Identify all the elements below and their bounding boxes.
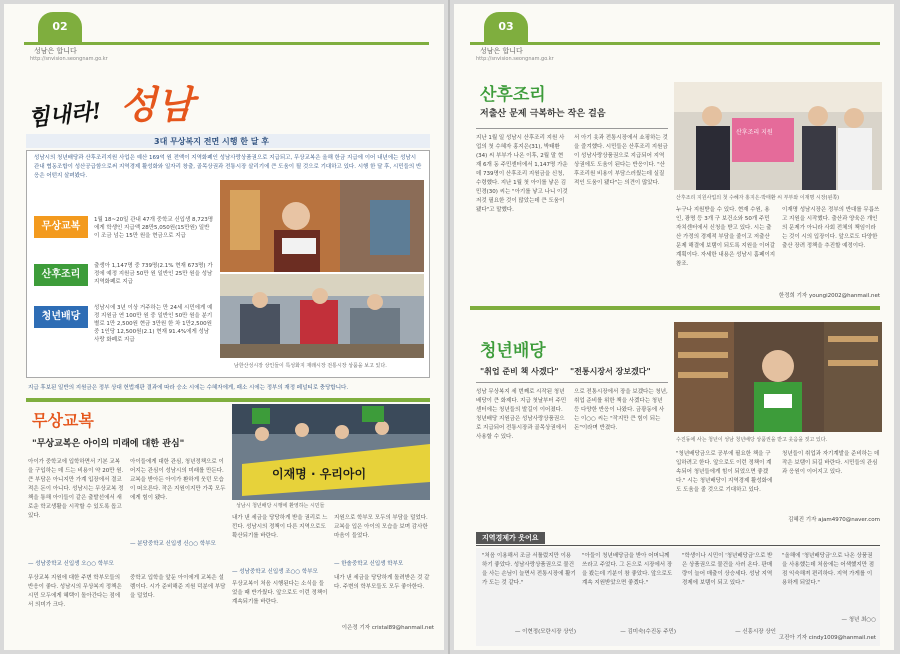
article2-heading: 청년배당 bbox=[480, 341, 546, 361]
article2-subheading-b: "전통시장서 장보겠다" bbox=[570, 367, 651, 376]
header-rule bbox=[24, 42, 429, 45]
vendor-photo-art bbox=[220, 180, 424, 272]
article2-rule bbox=[476, 382, 668, 383]
tab-subtitle: 성남은 합니다 bbox=[480, 47, 523, 55]
article-subheading: "무상교복은 아이의 미래에 대한 관심" bbox=[32, 439, 185, 449]
article1-heading: 산후조리 bbox=[480, 85, 546, 105]
sidebar-item-2: "아들이 청년배당금을 받아 어머니께 쓰라고 주었다. 그 돈으로 시장에서 장을 봤는데 기분이 참 좋았다. 앞으로도 계속 지원받았으면 좋겠다." bbox=[582, 553, 673, 586]
sidebar-item-3: "학생이나 시민이 '청년배당금'으로 받은 상품권으로 물건을 사러 온다. 판매량이 늘어 매출이 상승세다. 성남 지역 경제에 보탬이 되고 있다." bbox=[682, 553, 773, 586]
article1-subheading: 저출산 문제 극복하는 작은 걸음 bbox=[480, 109, 606, 119]
article1-photo-art bbox=[674, 82, 882, 190]
article2-col3: "청년배당금으로 공부에 필요한 책을 구입하려고 한다. 앞으로도 이런 정책이 계속되어 청년들에게 힘이 되었으면 좋겠다." 시는 청년배당이 지역경제 활성화에도 도움을 줄 것으로 기대하고 있다. bbox=[676, 451, 773, 493]
article-col2b: 중학교 입학을 앞둔 아이에게 교복은 설렘이다. 시가 준비해준 지원 덕분에 부담을 덜었다. bbox=[130, 575, 226, 599]
market-photo-art bbox=[220, 274, 424, 358]
vendor-photo bbox=[220, 180, 424, 272]
tab-url: http://snvision.seongnam.go.kr bbox=[476, 56, 554, 62]
article-col2-sig: — 분당중학교 신입생 신○○ 학부모 bbox=[130, 541, 216, 547]
benefit-desc-postpartum: 출생아 1,147명 중 739명(2.1% 현재 673명) 가정에 예정 지원금 50만 원 일반인 25만 원을 성남지역화폐로 지급 bbox=[94, 263, 213, 285]
article1-col4: 이재명 성남시장은 정부의 반대를 무릅쓰고 지원을 시작했다. 출산과 양육은 개인의 문제가 아니라 사회 전체의 책임이라는 것이 시의 입장이다. 앞으로도 다양한 출산 장려 정책을 추진할 예정이다. bbox=[782, 207, 880, 249]
article2-col4: 청년들이 취업과 자기계발을 준비하는 데 작은 보탬이 되길 바란다. 시민들의 관심과 응원이 이어지고 있다. bbox=[782, 451, 880, 475]
article2-top-bar bbox=[470, 306, 880, 310]
sidebar-title: 지역경제가 웃어요 bbox=[476, 532, 545, 544]
market-photo bbox=[220, 274, 424, 358]
article-top-bar bbox=[26, 398, 430, 402]
photo-caption: 남한산성시장 상인들이 특성화지 재래시장 전통시장 상품을 보고 있다. bbox=[234, 363, 387, 369]
article-col3-sig: — 성남중학교 신입생 조○○ 학부모 bbox=[232, 569, 318, 575]
article2-subheading-a: "취업 준비 책 사겠다" bbox=[480, 367, 559, 376]
title-graphic-b: 성남 bbox=[120, 82, 194, 127]
article-col3: 내가 낸 세금을 당당하게 받을 권리로 느낀다. 성남시의 정책이 다른 지역으로도 확산되기를 바란다. bbox=[232, 515, 328, 539]
protest-photo-art bbox=[232, 404, 430, 500]
intro-text: 성남시의 청년배당과 산후조리지원 사업은 예산 169억 원 전액이 지역화폐인 성남사랑상품권으로 지급되고, 무상교복은 올해 한금 지급에 이어 내년에는 성남시 관내 협동조합이 성산공급함으로써 지역경제 활성화와 일자리 창출, 골목상권과 전통시장 살리기에 큰 도움이 될 것으로 기대하고 있다. 시행 한 달 후, 시민들의 반응은 어떤지 살펴봤다. bbox=[34, 155, 422, 179]
article2-photo bbox=[674, 322, 882, 432]
article2-caption: 수진동에 사는 청년이 성남 청년배당 상품권을 받고 웃음을 짓고 있다. bbox=[676, 437, 828, 443]
benefit-label-uniform: 무상교복 bbox=[34, 216, 88, 238]
header-rule bbox=[470, 42, 880, 45]
article-col4b: 내가 낸 세금을 당당하게 돌려받은 것 같다. 주변의 학부모들도 모두 좋아한다. bbox=[334, 575, 430, 590]
benefit-label-youth: 청년배당 bbox=[34, 306, 88, 328]
article-col1-sig: — 성남중학교 신입생 오○○ 학부모 bbox=[28, 561, 114, 567]
article-col1b: 무상교복 지원에 대한 주변 학부모들의 반응이 좋다. 성남시의 무상복지 정책은 시민 모두에게 혜택이 돌아간다는 점에서 의미가 크다. bbox=[28, 575, 122, 608]
page-gutter bbox=[448, 0, 450, 654]
svg-text:이재명 · 우리아이: 이재명 · 우리아이 bbox=[272, 467, 367, 481]
article1-col1: 지난 1월 일 성남시 산후조리 지원 사업의 첫 수혜자 홍지은(31), 박태환(34) 씨 부부가 나온 이후, 2월 말 현재 6개 동 주민센터에서 1,147명 가운데 739명이 산후조리 지원금을 신청, 수령했다. 지난 1월 첫 아이를 낳은 김민경(30) 씨는 "아기를 낳고 나니 이것저것 필요한 것이 많았는데 큰 도움이 됐다"고 말했다. bbox=[476, 135, 568, 213]
article-col1: 아이가 중학교에 입학하면서 기본 교복을 구입하는 데 드는 비용이 약 20만 원. 큰 부담은 아니지만 가계 입장에서 결코 적은 돈이 아니다. 성남시는 무상교복 정책을 통해 아이들이 같은 출발선에서 새로운 학교생활을 시작할 수 있도록 돕고 있다. bbox=[28, 459, 124, 519]
benefit-desc-youth: 성남시에 3년 이상 거주하는 만 24세 시민에게 예정 지원금 연 100만 원 중 일반인 50만 원을 분기별로 1만 2,500원 현금 3만원 한 차 1만2,500원 중 1인당 12,500원(2.1) 현재 91.4%에게 성남사랑 화폐로 지급 bbox=[94, 305, 213, 343]
sidebar-item-1: "처음 이용해서 조금 서툴렀지만 이용하기 좋았다. 성남사랑상품권으로 물건을 사는 손님이 늘면서 전통시장에 활기가 도는 것 같다." bbox=[482, 553, 576, 586]
sidebar-item-3-sig: — 신흥시장 상인 bbox=[735, 629, 776, 635]
sidebar-rule bbox=[476, 545, 880, 546]
article1-col3: 누구나 지원받을 수 있다. 현재 수원, 용인, 광명 등 3개 구 보건소와 50개 주민 자치센터에서 신청을 받고 있다. 시는 출산 가정의 경제적 부담을 줄이고 저출산 문제 해결에 보탬이 되도록 지원을 이어갈 계획이다. 자세한 내용은 성남시 홈페이지 참조. bbox=[676, 207, 776, 267]
section-heading: 3대 무상복지 전면 시행 한 달 후 bbox=[154, 137, 270, 146]
article1-photo bbox=[674, 82, 882, 190]
protest-caption: 성남시 청년배당 시행에 환영하는 시민들 bbox=[236, 503, 325, 509]
article-col2: 아이들에게 대한 관심, 청년정책으로 이어지는 관심이 성남시의 미래를 만든다. 교복을 받아든 아이가 환하게 웃던 모습이 떠오른다. 작은 지원이지만 가족 모두에게 힘이 됐다. bbox=[130, 459, 226, 501]
article1-col2: 서 아기 옷과 전통시장에서 쇼핑하는 것을 즐겨했다. 시민들은 산후조리 지원금이 성남사랑상품권으로 지급되어 지역 상권에도 도움이 된다는 반응이다. "산후조리원 비용이 부담스러웠는데 실질적인 도움이 됐다"는 의견이 많았다. bbox=[574, 135, 668, 186]
article1-credit: 한정희 기자 youngi2002@hanmail.net bbox=[778, 293, 880, 299]
tab-url: http://snvision.seongnam.go.kr bbox=[30, 56, 108, 62]
protest-photo bbox=[232, 404, 430, 500]
sidebar-item-4: "올해에 '청년배당금'으로 나온 상품권을 사용했는데 처음에는 어색했지만 점점 익숙해져 편리하다. 지역 가게를 이용하게 되었다." bbox=[782, 553, 875, 586]
article-col4: 지원으로 학부모 모두의 부담을 덜었다. 교복을 입은 아이의 모습을 보며 감사한 마음이 들었다. bbox=[334, 515, 428, 539]
right-page bbox=[454, 4, 894, 650]
article2-col2: 으로 전통시장에서 장을 보겠다는 청년, 취업 준비를 위한 책을 사겠다는 청년 등 다양한 반응이 나왔다. 금광동에 사는 이○○ 씨는 "작지만 큰 힘이 되는 돈"이라며 반겼다. bbox=[574, 389, 668, 431]
article1-caption: 산후조리 지원사업의 첫 수혜자 홍지은·박태환 씨 부부와 이재명 시장(왼쪽) bbox=[676, 195, 840, 201]
article-heading: 무상교복 bbox=[32, 411, 94, 430]
article2-photo-art bbox=[674, 322, 882, 432]
title-graphic-a: 힘내라! bbox=[26, 98, 103, 132]
article-col3b: 무상교복이 처음 시행된다는 소식을 들었을 때 반가웠다. 앞으로도 이런 정책이 계속되기를 바란다. bbox=[232, 581, 328, 605]
benefit-label-postpartum: 산후조리 bbox=[34, 264, 88, 286]
article-col4-sig: — 한솔중학교 신입생 학부모 bbox=[334, 561, 404, 567]
svg-text:산후조리 지원: 산후조리 지원 bbox=[736, 129, 773, 136]
sidebar-item-1-sig: — 이현정(모란시장 상인) bbox=[514, 629, 576, 635]
article2-credit: 김혜진 기자 ajam4970@naver.com bbox=[788, 517, 880, 523]
article2-col1: 성남 무상복지 세 번째로 시작된 청년배당이 큰 화제다. 지급 첫날부터 주민센터에는 청년들의 발길이 이어졌다. 청년배당 지원금은 성남사랑상품권으로 지급되어 전통시장과 골목상권에서 사용할 수 있다. bbox=[476, 389, 567, 440]
article1-rule bbox=[476, 128, 668, 129]
article-credit: 이은정 기자 cristal89@hanmail.net bbox=[341, 625, 434, 631]
sidebar-item-4-sig: — 청년 최○○ bbox=[841, 617, 876, 623]
sidebar-credit: 고진아 기자 cindy1009@hanmail.net bbox=[778, 635, 876, 641]
page-number-tab: 02 bbox=[38, 12, 82, 42]
page-number-tab: 03 bbox=[484, 12, 528, 42]
tab-subtitle: 성남은 합니다 bbox=[34, 47, 77, 55]
footnote: 지급 후보된 일반의 지원금은 정부 상대 헌법재판 결과에 따라 승소 시에는 수혜자에게, 패소 시에는 정부의 재정 페널티로 충당합니다. bbox=[28, 385, 349, 391]
benefit-desc-uniform: 1월 18~20일 관내 47개 중학교 신입생 8,723명에게 학생인 지급액 28만5,050원(15만원) 일반이 조금 넘는 15만 원을 현금으로 지급 bbox=[94, 217, 214, 239]
sidebar-item-2-sig: — 김미숙(수진동 주민) bbox=[620, 629, 676, 635]
left-page bbox=[4, 4, 444, 650]
